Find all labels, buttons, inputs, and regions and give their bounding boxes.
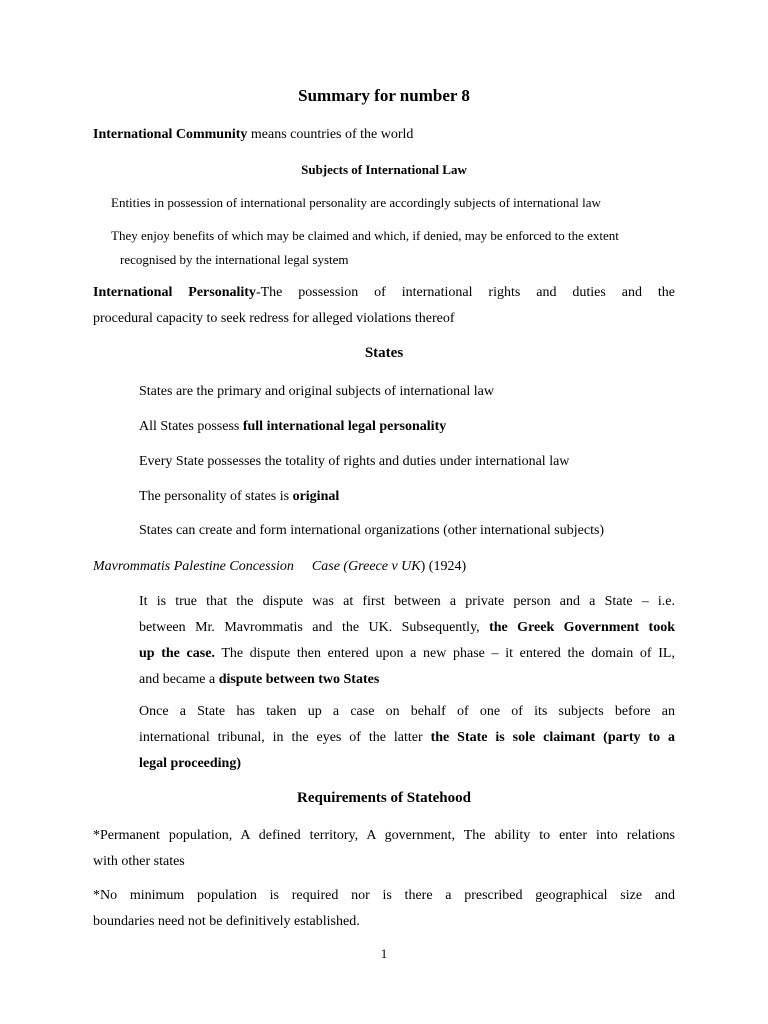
personality-def: -The possession of international rights and duties and the <box>255 285 675 300</box>
req-p1-line-2: with other states <box>93 854 185 869</box>
intl-community-line <box>93 122 413 148</box>
case-bullet-1 <box>139 589 675 693</box>
subjects-heading: Subjects of International Law <box>301 162 467 177</box>
req-p1-line-1: *Permanent population, A defined territory, A government, The ability to enter into relations <box>93 828 675 843</box>
personality-line-2: procedural capacity to seek redress for alleged violations thereof <box>93 311 455 326</box>
personality-term: International Personality <box>93 285 256 300</box>
states-heading: States <box>364 345 404 361</box>
subjects-item-2-cont: recognised by the international legal system <box>120 252 349 267</box>
case-year: ) (1924) <box>420 559 467 574</box>
states-item-5: States can create and form international organizations (other international subjects) <box>139 523 605 538</box>
req-p2-line-1: *No minimum population is required nor is there a prescribed geographical size and <box>93 888 675 903</box>
subjects-item-2: They enjoy benefits of which may be claimed and which, if denied, may be enforced to the extent <box>111 228 619 243</box>
case-name: Mavrommatis Palestine Concession <box>93 559 294 574</box>
personality-line-1 <box>93 280 675 306</box>
case-b2-line-1: Once a State has taken up a case on behalf of one of its subjects before an <box>139 704 675 719</box>
page-title: Summary for number 8 <box>298 86 470 105</box>
case-citation <box>93 554 466 580</box>
case-bullet-2 <box>139 699 675 777</box>
states-item-4: The personality of states is original <box>139 489 340 504</box>
states-item-3: Every State possesses the totality of rights and duties under international law <box>139 454 570 469</box>
requirements-paragraph-2 <box>93 883 675 935</box>
case-b2-line-3: legal proceeding) <box>139 756 242 771</box>
case-parties: Case (Greece v UK <box>311 559 421 574</box>
case-b1-line-1: It is true that the dispute was at first between a private person and a State – i.e. <box>139 594 675 609</box>
personality-paragraph <box>93 280 675 332</box>
intl-community-text: means countries of the world <box>247 127 414 142</box>
case-b1-line-2: between Mr. Mavrommatis and the UK. Subsequently, the Greek Government took <box>139 620 675 635</box>
states-item-1: States are the primary and original subjects of international law <box>139 384 494 399</box>
case-b1-line-3: up the case. The dispute then entered upon a new phase – it entered the domain of IL, <box>139 646 675 661</box>
requirements-heading: Requirements of Statehood <box>297 790 471 806</box>
case-b1-line-4: and became a dispute between two States <box>139 672 380 687</box>
case-b2-line-2: international tribunal, in the eyes of the latter the State is sole claimant (party to a <box>139 730 675 745</box>
requirements-paragraph-1 <box>93 823 675 875</box>
page-number: 1 <box>380 946 388 961</box>
intl-community-term: International Community <box>93 127 248 142</box>
subjects-item-1: Entities in possession of international personality are accordingly subjects of international law <box>111 195 601 210</box>
req-p2-line-2: boundaries need not be definitively established. <box>93 914 360 929</box>
states-item-2: All States possess full international legal personality <box>139 419 447 434</box>
